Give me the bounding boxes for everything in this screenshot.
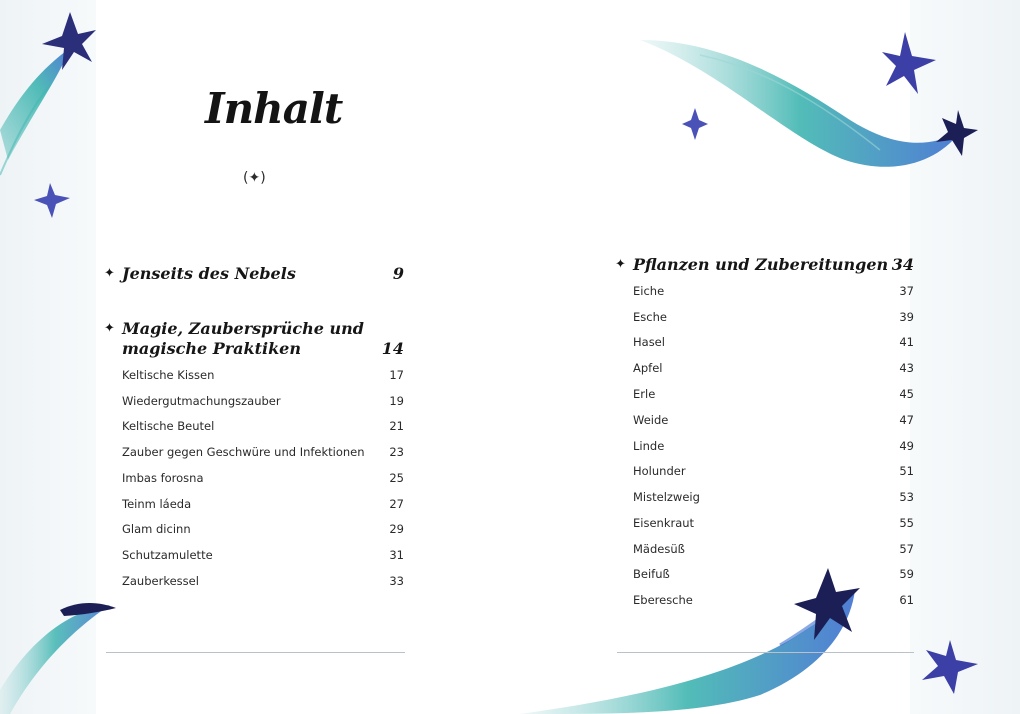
entry-page-number: 25 bbox=[389, 471, 404, 485]
sparkle-icon: ✦ bbox=[615, 257, 626, 272]
entry-page-number: 29 bbox=[389, 522, 404, 536]
chapter-title-line: Magie, Zaubersprüche und bbox=[122, 319, 364, 338]
entry-title: Beifuß bbox=[633, 567, 670, 581]
entry-page-number: 27 bbox=[389, 497, 404, 511]
entry-title: Eberesche bbox=[633, 593, 693, 607]
entry-title: Wiedergutmachungszauber bbox=[122, 394, 281, 408]
entry-page-number: 33 bbox=[389, 574, 404, 588]
star-icon bbox=[34, 183, 70, 218]
entry-title: Zauberkessel bbox=[122, 574, 199, 588]
toc-entry[interactable] bbox=[633, 385, 914, 403]
chapter-title-line: magische Praktiken bbox=[122, 339, 301, 358]
chapter-title-text: Jenseits des Nebels bbox=[122, 264, 296, 283]
toc-entry[interactable] bbox=[633, 591, 914, 609]
entry-title: Imbas forosna bbox=[122, 471, 204, 485]
toc-entry[interactable] bbox=[633, 411, 914, 429]
entry-title: Keltische Beutel bbox=[122, 419, 215, 433]
toc-entry[interactable] bbox=[633, 462, 914, 480]
entry-page-number: 41 bbox=[899, 335, 914, 349]
entry-page-number: 17 bbox=[389, 368, 404, 382]
toc-entry[interactable] bbox=[633, 437, 914, 455]
entry-page-number: 37 bbox=[899, 284, 914, 298]
toc-entry[interactable] bbox=[122, 366, 404, 384]
toc-entry[interactable] bbox=[633, 540, 914, 558]
star-icon bbox=[882, 32, 936, 94]
chapter-title[interactable] bbox=[104, 264, 296, 284]
entry-title: Mistelzweig bbox=[633, 490, 700, 504]
divider-line bbox=[106, 652, 405, 653]
divider-line bbox=[617, 652, 914, 653]
entry-page-number: 39 bbox=[899, 310, 914, 324]
entry-title: Apfel bbox=[633, 361, 663, 375]
sparkle-icon: ✦ bbox=[104, 266, 115, 281]
entry-page-number: 43 bbox=[899, 361, 914, 375]
entry-title: Esche bbox=[633, 310, 667, 324]
entry-page-number: 45 bbox=[899, 387, 914, 401]
toc-entry[interactable] bbox=[633, 359, 914, 377]
entry-title: Erle bbox=[633, 387, 656, 401]
star-icon bbox=[682, 108, 708, 140]
entry-page-number: 55 bbox=[899, 516, 914, 530]
star-icon bbox=[922, 640, 978, 694]
comet-bottom-left bbox=[0, 603, 116, 714]
star-icon bbox=[42, 12, 96, 70]
chapter-title[interactable] bbox=[615, 255, 889, 275]
toc-entry[interactable] bbox=[122, 572, 404, 590]
toc-entry[interactable] bbox=[122, 546, 404, 564]
entry-title: Zauber gegen Geschwüre und Infektionen bbox=[122, 445, 365, 459]
toc-entry[interactable] bbox=[122, 495, 404, 513]
chapter-page-number: 9 bbox=[392, 264, 404, 283]
toc-entry[interactable] bbox=[633, 565, 914, 583]
entry-page-number: 61 bbox=[899, 593, 914, 607]
chapter-title[interactable] bbox=[104, 319, 364, 359]
entry-page-number: 47 bbox=[899, 413, 914, 427]
entry-page-number: 31 bbox=[389, 548, 404, 562]
toc-entry[interactable] bbox=[633, 488, 914, 506]
chapter-title-text: Pflanzen und Zubereitungen bbox=[633, 255, 889, 274]
entry-title: Glam dicinn bbox=[122, 522, 191, 536]
toc-entry[interactable] bbox=[122, 392, 404, 410]
toc-entry[interactable] bbox=[633, 514, 914, 532]
entry-page-number: 19 bbox=[389, 394, 404, 408]
entry-title: Eiche bbox=[633, 284, 665, 298]
entry-title: Keltische Kissen bbox=[122, 368, 215, 382]
chapter-page-number: 14 bbox=[381, 339, 404, 358]
toc-entry[interactable] bbox=[633, 308, 914, 326]
toc-entry[interactable] bbox=[122, 443, 404, 461]
entry-title: Linde bbox=[633, 439, 665, 453]
entry-title: Mädesüß bbox=[633, 542, 685, 556]
entry-title: Hasel bbox=[633, 335, 665, 349]
entry-title: Weide bbox=[633, 413, 669, 427]
comet-top-left bbox=[0, 48, 70, 175]
title-ornament: (✦) bbox=[243, 170, 266, 186]
toc-entry[interactable] bbox=[122, 417, 404, 435]
entry-title: Eisenkraut bbox=[633, 516, 695, 530]
entry-page-number: 23 bbox=[389, 445, 404, 459]
chapter-page-number: 34 bbox=[891, 255, 914, 274]
entry-page-number: 21 bbox=[389, 419, 404, 433]
entry-page-number: 59 bbox=[899, 567, 914, 581]
toc-entry[interactable] bbox=[633, 333, 914, 351]
entry-title: Holunder bbox=[633, 464, 686, 478]
toc-entry[interactable] bbox=[122, 520, 404, 538]
sparkle-icon: ✦ bbox=[104, 321, 115, 336]
entry-title: Teinm láeda bbox=[122, 497, 192, 511]
entry-title: Schutzamulette bbox=[122, 548, 213, 562]
entry-page-number: 57 bbox=[899, 542, 914, 556]
entry-page-number: 49 bbox=[899, 439, 914, 453]
toc-entry[interactable] bbox=[122, 469, 404, 487]
toc-entry[interactable] bbox=[633, 282, 914, 300]
entry-page-number: 53 bbox=[899, 490, 914, 504]
page-title: Inhalt bbox=[205, 84, 343, 133]
entry-page-number: 51 bbox=[899, 464, 914, 478]
